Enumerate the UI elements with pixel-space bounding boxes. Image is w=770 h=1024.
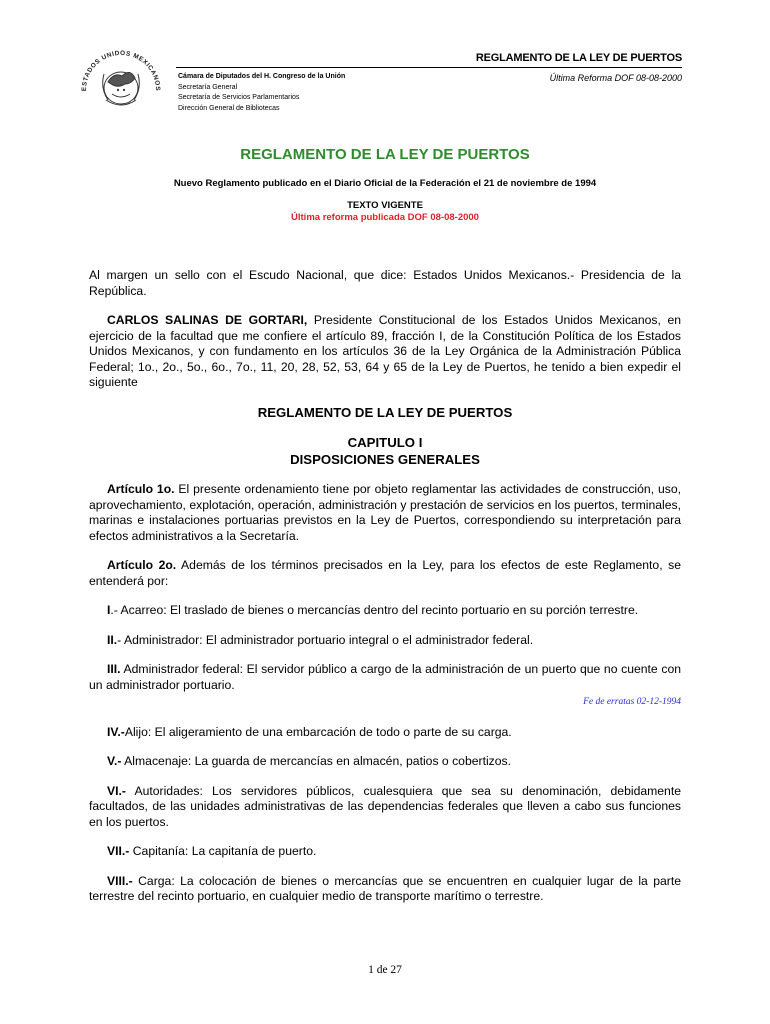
national-seal-icon [78, 44, 164, 120]
item-text: - Administrador: El administrador portuario integral o el administrador federal. [117, 632, 534, 647]
article-1 [89, 482, 681, 544]
list-item [89, 725, 681, 741]
item-text: .- Acarreo: El traslado de bienes o mercancías dentro del recinto portuario en su porción terrestre. [110, 603, 639, 617]
chapter-title: DISPOSICIONES GENERALES [290, 452, 480, 467]
item-text: Autoridades: Los servidores públicos, cualesquiera que sea su denominación, debidamente facultados, de las unidades administrativas de las dependencias federales que lleven a cabo sus funciones en los puertos. [89, 783, 681, 829]
document-body [89, 268, 681, 919]
item-text: Alijo: El aligeramiento de una embarcación de todo o parte de su carga. [124, 724, 512, 739]
list-item [89, 844, 681, 860]
decree-paragraph [89, 313, 681, 391]
article-2 [89, 558, 681, 589]
intro-paragraph: Al margen un sello con el Escudo Nacional, que dice: Estados Unidos Mexicanos.- Presidencia de la República. [89, 268, 681, 298]
item-text: Capitanía: La capitanía de puerto. [129, 844, 317, 858]
item-text: Carga: La colocación de bienes o mercancías que se encuentren en cualquier lugar de la parte terrestre del recinto portuario, en cualquier medio de transporte marítimo o terrestre. [89, 873, 681, 903]
header-institution [178, 72, 345, 114]
list-item [89, 754, 681, 770]
document-subtitle: Nuevo Reglamento publicado en el Diario Oficial de la Federación el 21 de noviembre de 1994 [173, 178, 597, 189]
header-line-camara: Cámara de Diputados del H. Congreso de la Unión [178, 73, 346, 80]
item-number: IV.- [107, 724, 125, 739]
article-1-label: Artículo 1o. [107, 482, 175, 496]
president-name: CARLOS SALINAS DE GORTARI, [107, 313, 308, 327]
item-number: VI.- [107, 783, 126, 798]
svg-text:ESTADOS UNIDOS MEXICANOS: ESTADOS UNIDOS MEXICANOS [80, 49, 162, 92]
item-text: Almacenaje: La guarda de mercancías en almacén, patios o cobertizos. [121, 754, 512, 768]
item-number: II. [107, 632, 118, 647]
list-item [89, 662, 681, 693]
list-item [89, 603, 681, 619]
item-text: Administrador federal: El servidor público a cargo de la administración de un puerto que no cuente con un administrador portuario. [89, 662, 681, 692]
item-number: VII.- [107, 844, 130, 858]
header-rule [176, 67, 682, 68]
document-title: REGLAMENTO DE LA LEY DE PUERTOS [240, 146, 530, 163]
section-heading: REGLAMENTO DE LA LEY DE PUERTOS [257, 404, 513, 420]
running-header-title: REGLAMENTO DE LA LEY DE PUERTOS [475, 52, 682, 64]
item-number: V.- [107, 754, 122, 768]
page-number: 1 de 27 [368, 964, 402, 976]
fe-de-erratas-link[interactable]: Fe de erratas 02-12-1994 [583, 697, 681, 707]
article-2-text: Además de los términos precisados en la Ley, para los efectos de este Reglamento, se entenderá por: [89, 558, 681, 588]
chapter-heading [89, 434, 681, 468]
item-number: VIII.- [107, 873, 133, 888]
decree-text: Presidente Constitucional de los Estados Unidos Mexicanos, en ejercicio de la facultad que me confiere el artículo 89, fracción I, de la Constitución Política de los Estados Unidos Mexicanos, y con fundamento en los artículos 36 de la Ley Orgánica de la Administración Pública Federal; 1o., 2o., 5o., 6o., 7o., 11, 20, 28, 52, 53, 64 y 65 de la Ley de Puertos, he tenido a bien expedir el siguiente [89, 313, 681, 389]
texto-vigente: TEXTO VIGENTE [347, 200, 423, 211]
header-line-secretaria: Secretaría General [178, 83, 238, 91]
article-1-text: El presente ordenamiento tiene por objeto reglamentar las actividades de construcción, uso, aprovechamiento, explotación, operación, administración y prestación de servicios en los puertos, terminales, marinas e instalaciones portuarias previstos en la Ley de Puertos, correspondiendo su interpretación para efectos administrativos a la Secretaría. [89, 482, 681, 543]
header-last-reform: Última Reforma DOF 08-08-2000 [549, 73, 682, 83]
list-item [89, 633, 681, 649]
item-number: I [107, 603, 111, 617]
ultima-reforma: Última reforma publicada DOF 08-08-2000 [291, 212, 479, 223]
header-line-bibliotecas: Dirección General de Bibliotecas [178, 104, 280, 112]
article-2-label: Artículo 2o. [107, 558, 177, 572]
chapter-number: CAPITULO I [347, 435, 423, 450]
item-number: III. [107, 662, 121, 676]
header-line-servicios: Secretaría de Servicios Parlamentarios [178, 94, 300, 101]
list-item [89, 874, 681, 905]
list-item [89, 784, 681, 831]
